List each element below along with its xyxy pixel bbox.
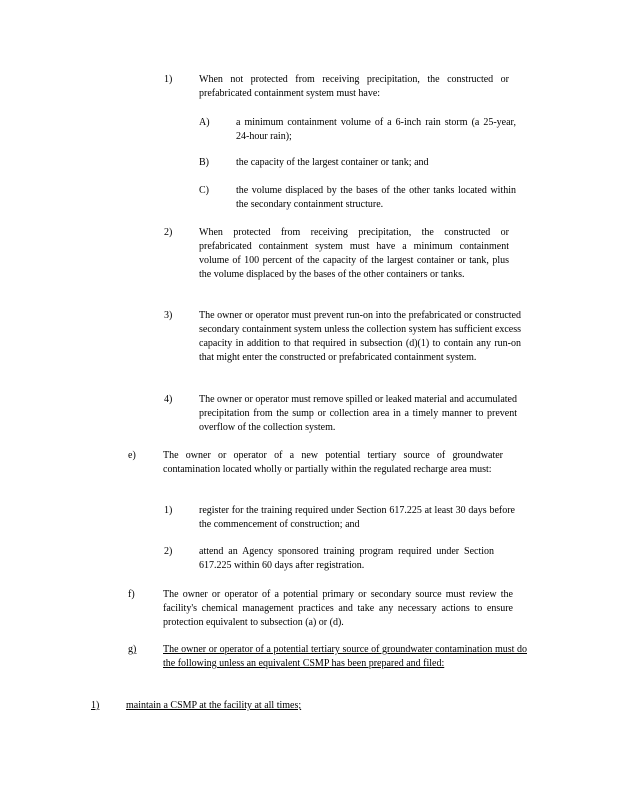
item-label: g) (128, 644, 137, 655)
item-label: e) (128, 450, 136, 461)
item-label: 2) (164, 546, 173, 557)
item-text: When not protected from receiving precipitation, the constructed or prefabricated containment system must have: (199, 74, 509, 99)
item-text: the capacity of the largest container or tank; and (236, 157, 429, 168)
item-label: 1) (164, 74, 173, 85)
item-label: 1) (91, 700, 100, 711)
item-text: The owner or operator of a new potential tertiary source of groundwater contamination located wholly or partially within the regulated recharge area must: (163, 450, 503, 475)
item-label: 3) (164, 310, 173, 321)
item-label: B) (199, 157, 209, 168)
item-text: attend an Agency sponsored training program required under Section 617.225 within 60 days after registration. (199, 546, 494, 571)
item-text: register for the training required under Section 617.225 at least 30 days before the commencement of construction; and (199, 505, 515, 530)
item-text: maintain a CSMP at the facility at all times; (126, 700, 302, 711)
item-label: f) (128, 589, 135, 600)
item-text: The owner or operator of a potential primary or secondary source must review the facility's chemical management practices and take any necessary actions to ensure protection equivalent to subsection (a) or (d). (163, 589, 513, 628)
item-label: C) (199, 185, 209, 196)
item-text: The owner or operator must prevent run-on into the prefabricated or constructed secondary containment system unless the collection system has sufficient excess capacity in addition to that required in subsection (d)(1) to contain any run-on that might enter the constructed or prefabricated containment system. (199, 310, 521, 363)
item-text: a minimum containment volume of a 6-inch rain storm (a 25-year, 24-hour rain); (236, 117, 516, 142)
item-label: 4) (164, 394, 173, 405)
item-text: The owner or operator of a potential tertiary source of groundwater contamination must do the following unless an equivalent CSMP has been prepared and filed: (163, 644, 527, 669)
item-label: 2) (164, 227, 173, 238)
item-label: 1) (164, 505, 173, 516)
item-text: the volume displaced by the bases of the other tanks located within the secondary containment structure. (236, 185, 516, 210)
item-label: A) (199, 117, 210, 128)
item-text: When protected from receiving precipitation, the constructed or prefabricated containment system must have a minimum containment volume of 100 percent of the capacity of the largest container or tank, plus the volume displaced by the bases of the other containers or tanks. (199, 227, 509, 280)
item-text: The owner or operator must remove spilled or leaked material and accumulated precipitation from the sump or collection area in a timely manner to prevent overflow of the collection system. (199, 394, 517, 433)
